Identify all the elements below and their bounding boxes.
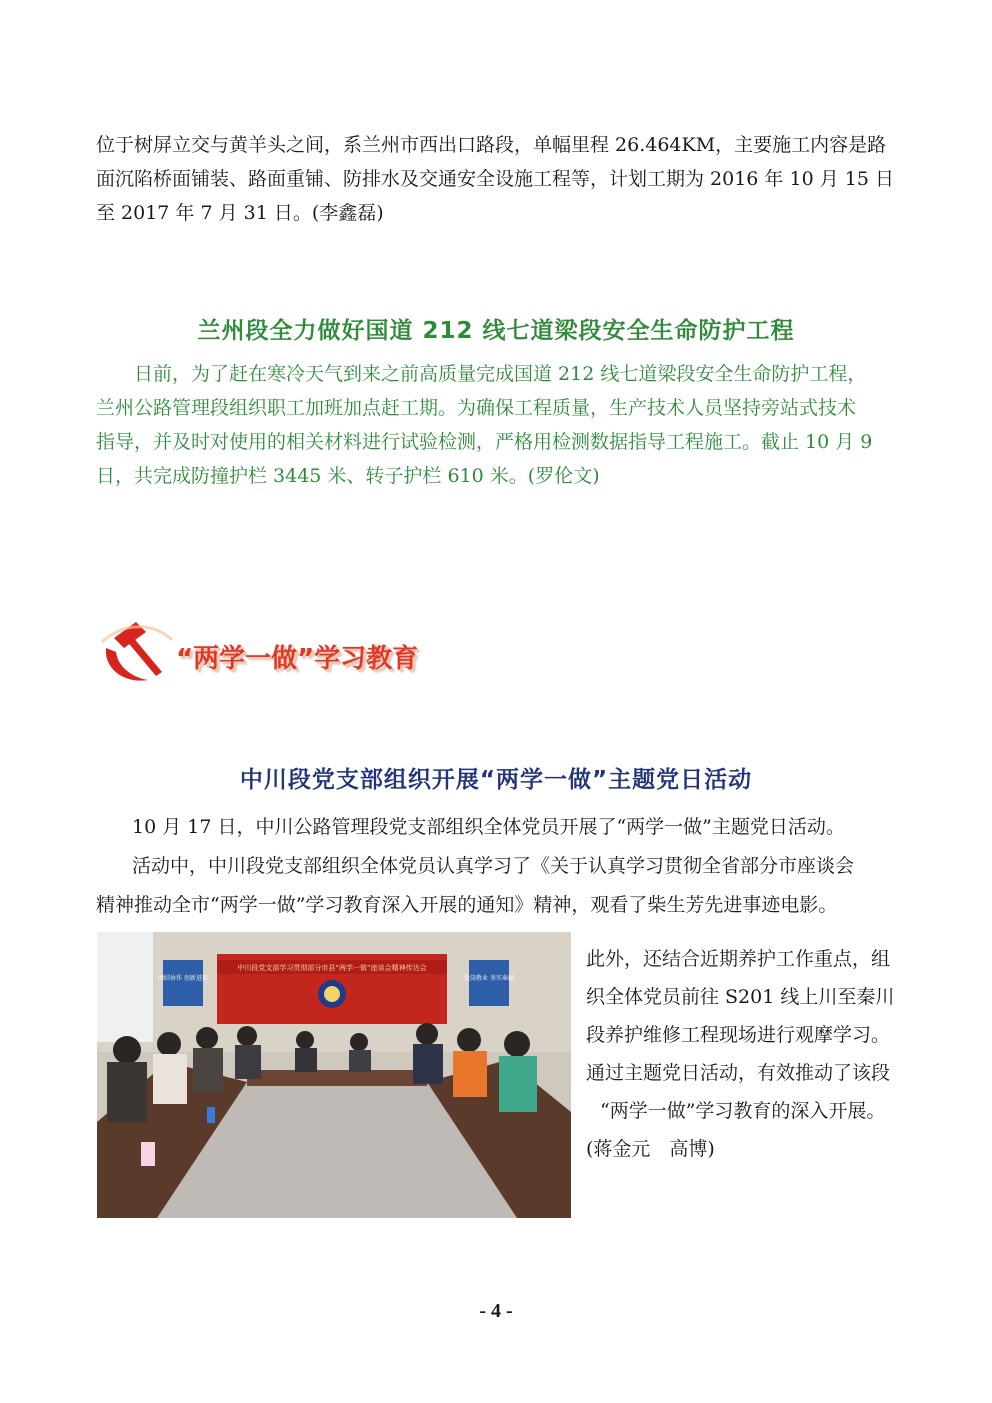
article3-line-3: 精神推动全市“两学一做”学习教育深入开展的通知》精神，观看了柴生芳先进事迹电影。	[96, 894, 838, 916]
party-emblem-icon	[96, 618, 174, 690]
article1-body	[96, 128, 896, 230]
article3-side-line-5: “两学一做”学习教育的深入开展。	[600, 1100, 886, 1122]
article2-line-3: 指导，并及时对使用的相关材料进行试验检测，严格用检测数据指导工程施工。截止 10 月 9	[96, 431, 873, 453]
meeting-photo	[97, 932, 571, 1218]
photo-left-sign: 团结协作 创新进取	[158, 975, 208, 982]
article3-side-body	[586, 940, 898, 1168]
article3-side-line-3: 段养护维修工程现场进行观摩学习。	[586, 1024, 891, 1046]
article2-title: 兰州段全力做好国道 212 线七道梁段安全生命防护工程	[197, 318, 795, 344]
article3-body	[96, 808, 896, 925]
article1-line-3: 至 2017 年 7 月 31 日。(李鑫磊)	[96, 202, 384, 224]
article2-line-4: 日，共完成防撞护栏 3445 米、转子护栏 610 米。(罗伦文)	[96, 465, 600, 487]
article3-line-1: 10 月 17 日，中川公路管理段党支部组织全体党员开展了“两学一做”主题党日活动。	[132, 816, 845, 838]
photo-right-sign: 爱岗敬业 务实奉献	[464, 975, 514, 982]
article3-side-line-6: (蒋金元 高博)	[586, 1138, 715, 1160]
section-header	[96, 618, 516, 698]
article2-body	[96, 357, 896, 493]
article1-line-2: 面沉陷桥面铺装、路面重铺、防排水及交通安全设施工程等，计划工期为 2016 年 10 月 15 日	[96, 168, 894, 190]
article3-side-line-4: 通过主题党日活动，有效推动了该段	[586, 1062, 891, 1084]
article3-side-line-1: 此外，还结合近期养护工作重点，组	[586, 948, 891, 970]
article2-line-2: 兰州公路管理段组织职工加班加点赶工期。为确保工程质量，生产技术人员坚持旁站式技术	[96, 397, 857, 419]
article3-side-line-2: 织全体党员前往 S201 线上川至秦川	[586, 986, 895, 1008]
page-number: - 4 -	[479, 1300, 513, 1322]
article3-line-2: 活动中，中川段党支部组织全体党员认真学习了《关于认真学习贯彻全省部分市座谈会	[132, 855, 855, 877]
article2-line-1: 日前，为了赶在寒冷天气到来之前高质量完成国道 212 线七道梁段安全生命防护工程，	[134, 363, 867, 385]
article3-title: 中川段党支部组织开展“两学一做”主题党日活动	[239, 767, 753, 793]
article1-line-1: 位于树屏立交与黄羊头之间，系兰州市西出口路段，单幅里程 26.464KM，主要施工内容是路	[96, 134, 887, 156]
section-header-label: “两学一做”学习教育	[176, 644, 419, 674]
photo-banner-text: 中川段党支部学习贯彻部分市县“两学一做”座谈会精神传达会	[237, 964, 427, 972]
